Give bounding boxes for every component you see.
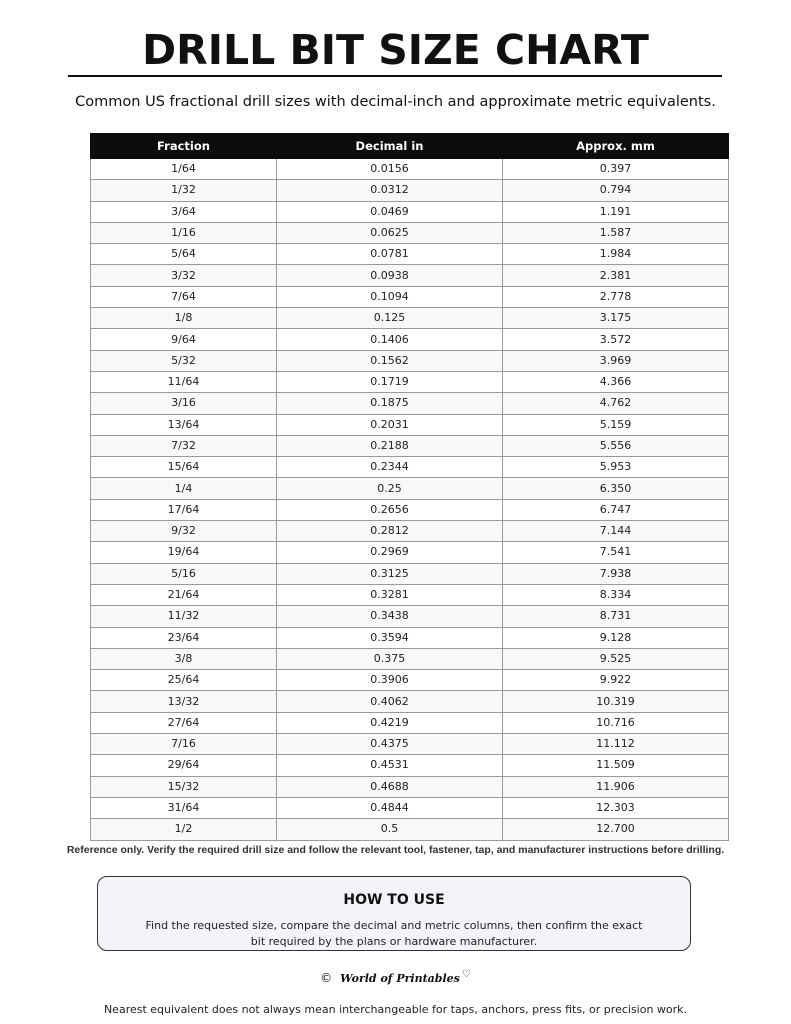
cell-fraction: 7/32	[91, 435, 277, 456]
cell-decimal: 0.1719	[277, 371, 503, 392]
cell-decimal: 0.0938	[277, 265, 503, 286]
table-row	[91, 478, 729, 499]
cell-fraction: 1/16	[91, 222, 277, 243]
title-divider	[68, 75, 722, 77]
cell-decimal: 0.1094	[277, 286, 503, 307]
cell-decimal: 0.2031	[277, 414, 503, 435]
table-row	[91, 734, 729, 755]
cell-decimal: 0.1875	[277, 393, 503, 414]
drill-size-table	[90, 133, 729, 841]
cell-fraction: 27/64	[91, 712, 277, 733]
table-row	[91, 521, 729, 542]
cell-fraction: 1/2	[91, 819, 277, 840]
cell-mm: 11.906	[503, 776, 729, 797]
cell-decimal: 0.5	[277, 819, 503, 840]
table-row	[91, 350, 729, 371]
cell-decimal: 0.0156	[277, 159, 503, 180]
cell-fraction: 23/64	[91, 627, 277, 648]
table-row	[91, 776, 729, 797]
table-row	[91, 648, 729, 669]
table-row	[91, 371, 729, 392]
column-header-decimal: Decimal in	[277, 134, 503, 159]
table-row	[91, 265, 729, 286]
cell-mm: 5.159	[503, 414, 729, 435]
cell-fraction: 11/32	[91, 606, 277, 627]
cell-decimal: 0.125	[277, 308, 503, 329]
footnote: Nearest equivalent does not always mean interchangeable for taps, anchors, press fits, or precision work.	[103, 1003, 688, 1016]
cell-decimal: 0.0625	[277, 222, 503, 243]
cell-decimal: 0.3438	[277, 606, 503, 627]
cell-mm: 8.731	[503, 606, 729, 627]
cell-mm: 9.525	[503, 648, 729, 669]
cell-mm: 7.541	[503, 542, 729, 563]
cell-fraction: 31/64	[91, 797, 277, 818]
cell-fraction: 25/64	[91, 670, 277, 691]
cell-decimal: 0.375	[277, 648, 503, 669]
cell-mm: 3.969	[503, 350, 729, 371]
cell-mm: 2.381	[503, 265, 729, 286]
cell-fraction: 19/64	[91, 542, 277, 563]
cell-mm: 11.509	[503, 755, 729, 776]
cell-decimal: 0.2812	[277, 521, 503, 542]
cell-fraction: 9/32	[91, 521, 277, 542]
cell-fraction: 7/16	[91, 734, 277, 755]
how-to-use-text: Find the requested size, compare the decimal and metric columns, then confirm the exact bit required by the plans or hardware manufacturer.	[145, 919, 643, 948]
cell-decimal: 0.3594	[277, 627, 503, 648]
table-row	[91, 606, 729, 627]
cell-fraction: 1/8	[91, 308, 277, 329]
table-row	[91, 712, 729, 733]
cell-mm: 8.334	[503, 584, 729, 605]
cell-mm: 1.984	[503, 244, 729, 265]
page-subtitle: Common US fractional drill sizes with decimal-inch and approximate metric equivalents.	[75, 94, 716, 110]
cell-fraction: 1/4	[91, 478, 277, 499]
table-header-row	[91, 134, 729, 159]
cell-decimal: 0.4531	[277, 755, 503, 776]
cell-fraction: 11/64	[91, 371, 277, 392]
cell-mm: 3.572	[503, 329, 729, 350]
table-row	[91, 755, 729, 776]
cell-mm: 10.319	[503, 691, 729, 712]
table-row	[91, 563, 729, 584]
cell-mm: 2.778	[503, 286, 729, 307]
cell-fraction: 13/32	[91, 691, 277, 712]
cell-fraction: 3/8	[91, 648, 277, 669]
cell-decimal: 0.4062	[277, 691, 503, 712]
table-row	[91, 457, 729, 478]
heart-icon: ♡	[461, 969, 471, 980]
table-body	[91, 159, 729, 841]
cell-mm: 0.397	[503, 159, 729, 180]
cell-mm: 11.112	[503, 734, 729, 755]
table-row	[91, 159, 729, 180]
cell-decimal: 0.4688	[277, 776, 503, 797]
table-row	[91, 308, 729, 329]
table-row	[91, 393, 729, 414]
cell-mm: 6.350	[503, 478, 729, 499]
cell-decimal: 0.2344	[277, 457, 503, 478]
how-to-use-box	[97, 876, 691, 951]
table-row	[91, 819, 729, 840]
cell-fraction: 13/64	[91, 414, 277, 435]
cell-decimal: 0.25	[277, 478, 503, 499]
cell-mm: 12.303	[503, 797, 729, 818]
table-row	[91, 797, 729, 818]
reference-disclaimer: Reference only. Verify the required drill size and follow the relevant tool, fastener, tap, and manufacturer instructions before drilling.	[66, 844, 725, 856]
cell-fraction: 5/32	[91, 350, 277, 371]
brand-name: World of Printables	[340, 972, 460, 985]
cell-fraction: 5/16	[91, 563, 277, 584]
cell-mm: 6.747	[503, 499, 729, 520]
brand-footer	[0, 968, 791, 990]
cell-decimal: 0.0312	[277, 180, 503, 201]
cell-fraction: 9/64	[91, 329, 277, 350]
cell-mm: 7.144	[503, 521, 729, 542]
table-row	[91, 244, 729, 265]
cell-fraction: 3/32	[91, 265, 277, 286]
cell-mm: 5.556	[503, 435, 729, 456]
table-row	[91, 670, 729, 691]
cell-decimal: 0.2656	[277, 499, 503, 520]
table-row	[91, 584, 729, 605]
cell-decimal: 0.4844	[277, 797, 503, 818]
cell-mm: 7.938	[503, 563, 729, 584]
cell-decimal: 0.3281	[277, 584, 503, 605]
cell-decimal: 0.0469	[277, 201, 503, 222]
table-row	[91, 222, 729, 243]
cell-fraction: 1/64	[91, 159, 277, 180]
cell-decimal: 0.0781	[277, 244, 503, 265]
copyright-icon: ©	[320, 971, 333, 985]
cell-fraction: 29/64	[91, 755, 277, 776]
cell-mm: 9.922	[503, 670, 729, 691]
cell-decimal: 0.4375	[277, 734, 503, 755]
table-row	[91, 414, 729, 435]
cell-fraction: 15/32	[91, 776, 277, 797]
table-row	[91, 542, 729, 563]
cell-mm: 5.953	[503, 457, 729, 478]
cell-mm: 10.716	[503, 712, 729, 733]
table-row	[91, 691, 729, 712]
cell-fraction: 7/64	[91, 286, 277, 307]
table-row	[91, 286, 729, 307]
cell-decimal: 0.3906	[277, 670, 503, 691]
cell-fraction: 3/16	[91, 393, 277, 414]
cell-mm: 0.794	[503, 180, 729, 201]
cell-decimal: 0.2188	[277, 435, 503, 456]
table-row	[91, 180, 729, 201]
table-row	[91, 627, 729, 648]
cell-decimal: 0.1406	[277, 329, 503, 350]
cell-mm: 1.587	[503, 222, 729, 243]
page-title: DRILL BIT SIZE CHART	[142, 26, 649, 74]
table-row	[91, 201, 729, 222]
cell-mm: 4.366	[503, 371, 729, 392]
cell-decimal: 0.3125	[277, 563, 503, 584]
cell-fraction: 15/64	[91, 457, 277, 478]
column-header-mm: Approx. mm	[503, 134, 729, 159]
cell-mm: 9.128	[503, 627, 729, 648]
cell-fraction: 17/64	[91, 499, 277, 520]
table-row	[91, 329, 729, 350]
cell-mm: 1.191	[503, 201, 729, 222]
cell-fraction: 3/64	[91, 201, 277, 222]
cell-mm: 12.700	[503, 819, 729, 840]
cell-fraction: 1/32	[91, 180, 277, 201]
table-row	[91, 499, 729, 520]
cell-mm: 3.175	[503, 308, 729, 329]
cell-decimal: 0.2969	[277, 542, 503, 563]
column-header-fraction: Fraction	[91, 134, 277, 159]
cell-fraction: 5/64	[91, 244, 277, 265]
cell-fraction: 21/64	[91, 584, 277, 605]
cell-decimal: 0.1562	[277, 350, 503, 371]
table-header	[91, 134, 729, 159]
table-row	[91, 435, 729, 456]
cell-decimal: 0.4219	[277, 712, 503, 733]
cell-mm: 4.762	[503, 393, 729, 414]
how-to-use-title: HOW TO USE	[343, 892, 445, 908]
